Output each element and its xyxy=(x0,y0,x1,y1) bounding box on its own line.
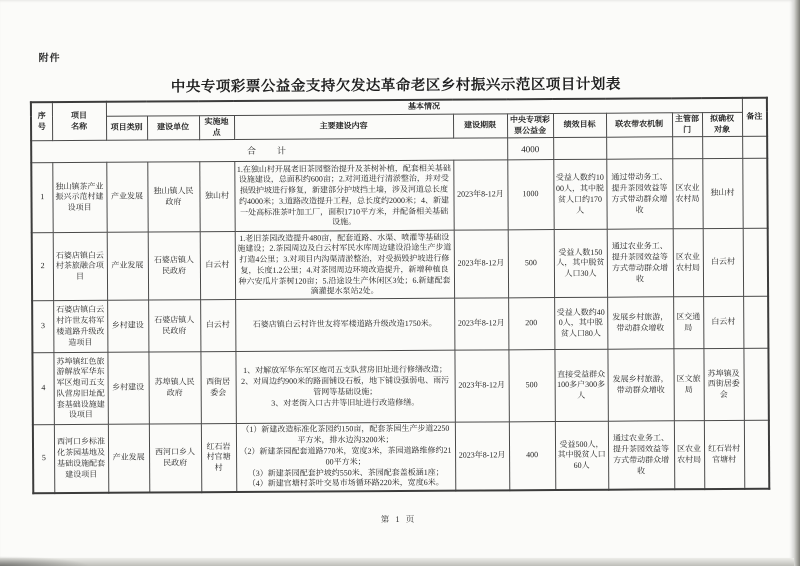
cell-fund: 200 xyxy=(508,298,554,350)
cell-project-name: 苏埠镇红色旅游解放军华东军区炮司五支队营房旧址配套基础设施建设项目 xyxy=(53,353,107,425)
table-row xyxy=(32,349,769,425)
cell-note xyxy=(742,159,767,229)
cell-period: 2023年8-12月 xyxy=(455,422,509,491)
cell-owner: 白云村 xyxy=(703,297,743,349)
total-dept-empty xyxy=(672,137,702,159)
cell-period: 2023年8-12月 xyxy=(454,298,508,350)
cell-location: 红石岩村官塘村 xyxy=(201,424,236,492)
cell-category: 产业发展 xyxy=(108,424,149,493)
cell-target: 受益人数150人，其中脱贫人口30人 xyxy=(554,230,607,298)
cell-period: 2023年8-12月 xyxy=(453,160,507,230)
cell-note xyxy=(743,229,768,297)
total-mechanism-empty xyxy=(606,137,672,159)
header-mechanism: 联农带农机制 xyxy=(606,113,672,138)
cell-dept: 区农业农村局 xyxy=(673,229,703,297)
cell-dept: 区交通局 xyxy=(673,297,703,349)
projects-table xyxy=(30,97,771,495)
cell-mechanism: 通过带动务工、提升茶园效益等方式带动群众增收 xyxy=(606,159,672,229)
header-dept: 主管部门 xyxy=(672,112,702,137)
header-unit: 建设单位 xyxy=(147,116,199,141)
cell-mechanism: 发展乡村旅游，带动群众增收 xyxy=(607,297,673,349)
scan-bottom-edge xyxy=(0,558,800,566)
total-fund: 4000 xyxy=(507,138,553,160)
cell-fund: 500 xyxy=(508,230,554,298)
cell-content: 1.老旧茶园改造提升480亩，配套道路、水渠、喷灌等基础设施建设；2.茶园周边及白云村军民水库周边建设沿途生产步道打造4公里；3.对项目内沟渠清淤整治，对受损毁护坡进行修复，长度1.2公里；4.对茶园周边环境改造提升，新增种植良种六安瓜片茶树120亩；5.沿途设生产休闲区3处；6.新建配套滴灌提水泵站2处。 xyxy=(235,231,454,300)
header-location: 实施地点 xyxy=(199,115,234,140)
cell-dept: 区农业农村局 xyxy=(674,421,704,489)
table-row xyxy=(32,229,769,301)
cell-content: 1.在独山村开展老旧茶园整治提升及茶树补植，配套相关基础设施建设，总面积约600亩；2.对河道进行清淤整治，并对受损毁护坡进行修复，新建部分护坡挡土墙，涉及河道总长度约4000米；3.道路改造提升工程，总长度约2000米；4、新建一处高标准茶叶加工厂，面积1710平方米，并配备相关基础设施。 xyxy=(234,161,453,232)
cell-mechanism: 发展乡村旅游，带动群众增收 xyxy=(607,349,673,421)
header-period: 建设期限 xyxy=(453,114,507,139)
cell-project-name: 石婆店镇白云村许世友将军楼道路升级改造项目 xyxy=(53,301,107,353)
cell-note xyxy=(743,297,768,349)
header-note: 备注 xyxy=(742,98,767,137)
cell-note xyxy=(744,349,769,421)
cell-seq: 3 xyxy=(32,301,53,353)
header-category: 项目类别 xyxy=(106,116,147,141)
cell-project-name: 石婆店镇白云村茶旅融合项目 xyxy=(53,233,107,301)
cell-location: 白云村 xyxy=(200,232,235,300)
cell-fund: 500 xyxy=(508,350,554,422)
scan-right-edge xyxy=(794,0,800,566)
header-seq: 序号 xyxy=(31,102,52,141)
total-label: 合 计 xyxy=(31,138,507,163)
cell-target: 受益人数约400人，其中脱贫人口80人 xyxy=(554,298,607,350)
cell-fund: 400 xyxy=(509,422,555,491)
cell-mechanism: 通过农业务工、提升茶园效益等方式带动群众增收 xyxy=(607,229,673,297)
cell-owner: 白云村 xyxy=(703,229,744,297)
cell-seq: 4 xyxy=(32,353,53,425)
cell-unit: 石婆店镇人民政府 xyxy=(148,300,200,352)
cell-content: 石婆店镇白云村许世友将军楼道路升级改造1750米。 xyxy=(235,299,454,352)
cell-seq: 1 xyxy=(31,163,52,233)
total-target-empty xyxy=(553,138,606,160)
cell-note xyxy=(744,421,769,489)
total-note-empty xyxy=(742,137,767,159)
cell-category: 产业发展 xyxy=(107,232,148,300)
cell-location: 白云村 xyxy=(200,300,235,352)
page-number: 第 1 页 xyxy=(380,513,417,525)
header-basic-info: 基本情况 xyxy=(106,98,742,116)
cell-seq: 2 xyxy=(32,233,53,301)
table-row xyxy=(32,297,768,353)
cell-period: 2023年8-12月 xyxy=(454,230,508,298)
cell-unit: 苏埠镇人民政府 xyxy=(148,352,200,424)
cell-location: 西街居委会 xyxy=(200,352,235,424)
scan-corner-shadow xyxy=(0,556,90,566)
cell-fund: 1000 xyxy=(507,160,553,230)
cell-target: 受益500人，其中脱贫人口60人 xyxy=(555,422,608,491)
attachment-label: 附件 xyxy=(38,53,61,65)
cell-content: 1、对解放军华东军区炮司五支队营房旧址进行修缮改造； 2、对周边约900米的路面铺设石板，地下铺设强弱电、雨污管网等基础设施； 3、对老街入口古井等旧址进行改造修缮。 xyxy=(235,351,454,424)
cell-category: 产业发展 xyxy=(106,162,147,232)
cell-category: 乡村建设 xyxy=(107,300,148,352)
cell-period: 2023年8-12月 xyxy=(454,350,508,422)
cell-content: （1）新建改造标准化茶园约150亩，配套茶园生产步道2250平方米，排水边沟3200米； （2）新建茶园配套道路770米，宽度3米，茶园道路维修约2100平方米； （3）新建茶园配套护坡约550米、茶园配套盖板涵1座； （4）新建官塘村茶叶交易市场循环路220米，宽度6米。 xyxy=(236,423,455,493)
cell-mechanism: 通过农业务工、提升茶园效益等方式带动群众增收 xyxy=(608,421,674,490)
cell-project-name: 西河口乡标准化茶园基地及基础设施配套建设项目 xyxy=(54,425,108,494)
total-owner-empty xyxy=(702,137,742,159)
header-content: 主要建设内容 xyxy=(234,114,453,140)
header-owner: 拟确权 对象 xyxy=(702,112,742,137)
header-target: 绩效目标 xyxy=(553,113,606,138)
cell-location: 独山村 xyxy=(199,162,234,232)
cell-project-name: 独山镇茶产业振兴示范村建设项目 xyxy=(52,163,106,233)
header-fund: 中央专项彩票公益金 xyxy=(507,113,553,138)
header-project-name: 项目 名称 xyxy=(52,102,106,141)
table-row xyxy=(31,159,768,233)
page-title: 中央专项彩票公益金支持欠发达革命老区乡村振兴示范区项目计划表 xyxy=(170,76,621,96)
cell-owner: 苏埠镇及西街居委会 xyxy=(703,349,744,421)
cell-owner: 红石岩村官塘村 xyxy=(704,421,745,490)
cell-dept: 区农业农村局 xyxy=(672,159,702,229)
cell-dept: 区文旅局 xyxy=(673,349,703,421)
cell-unit: 西河口乡人民政府 xyxy=(149,424,201,493)
cell-unit: 石婆店镇人民政府 xyxy=(148,232,200,300)
table-row xyxy=(33,421,770,494)
cell-target: 直接受益群众100多户300多人 xyxy=(554,350,607,422)
cell-owner: 独山村 xyxy=(702,159,743,229)
cell-seq: 5 xyxy=(33,425,54,493)
cell-unit: 独山镇人民政府 xyxy=(147,162,199,232)
cell-target: 受益人数约1000人，其中脱贫人口约170人 xyxy=(553,160,606,230)
cell-category: 乡村建设 xyxy=(107,352,148,424)
